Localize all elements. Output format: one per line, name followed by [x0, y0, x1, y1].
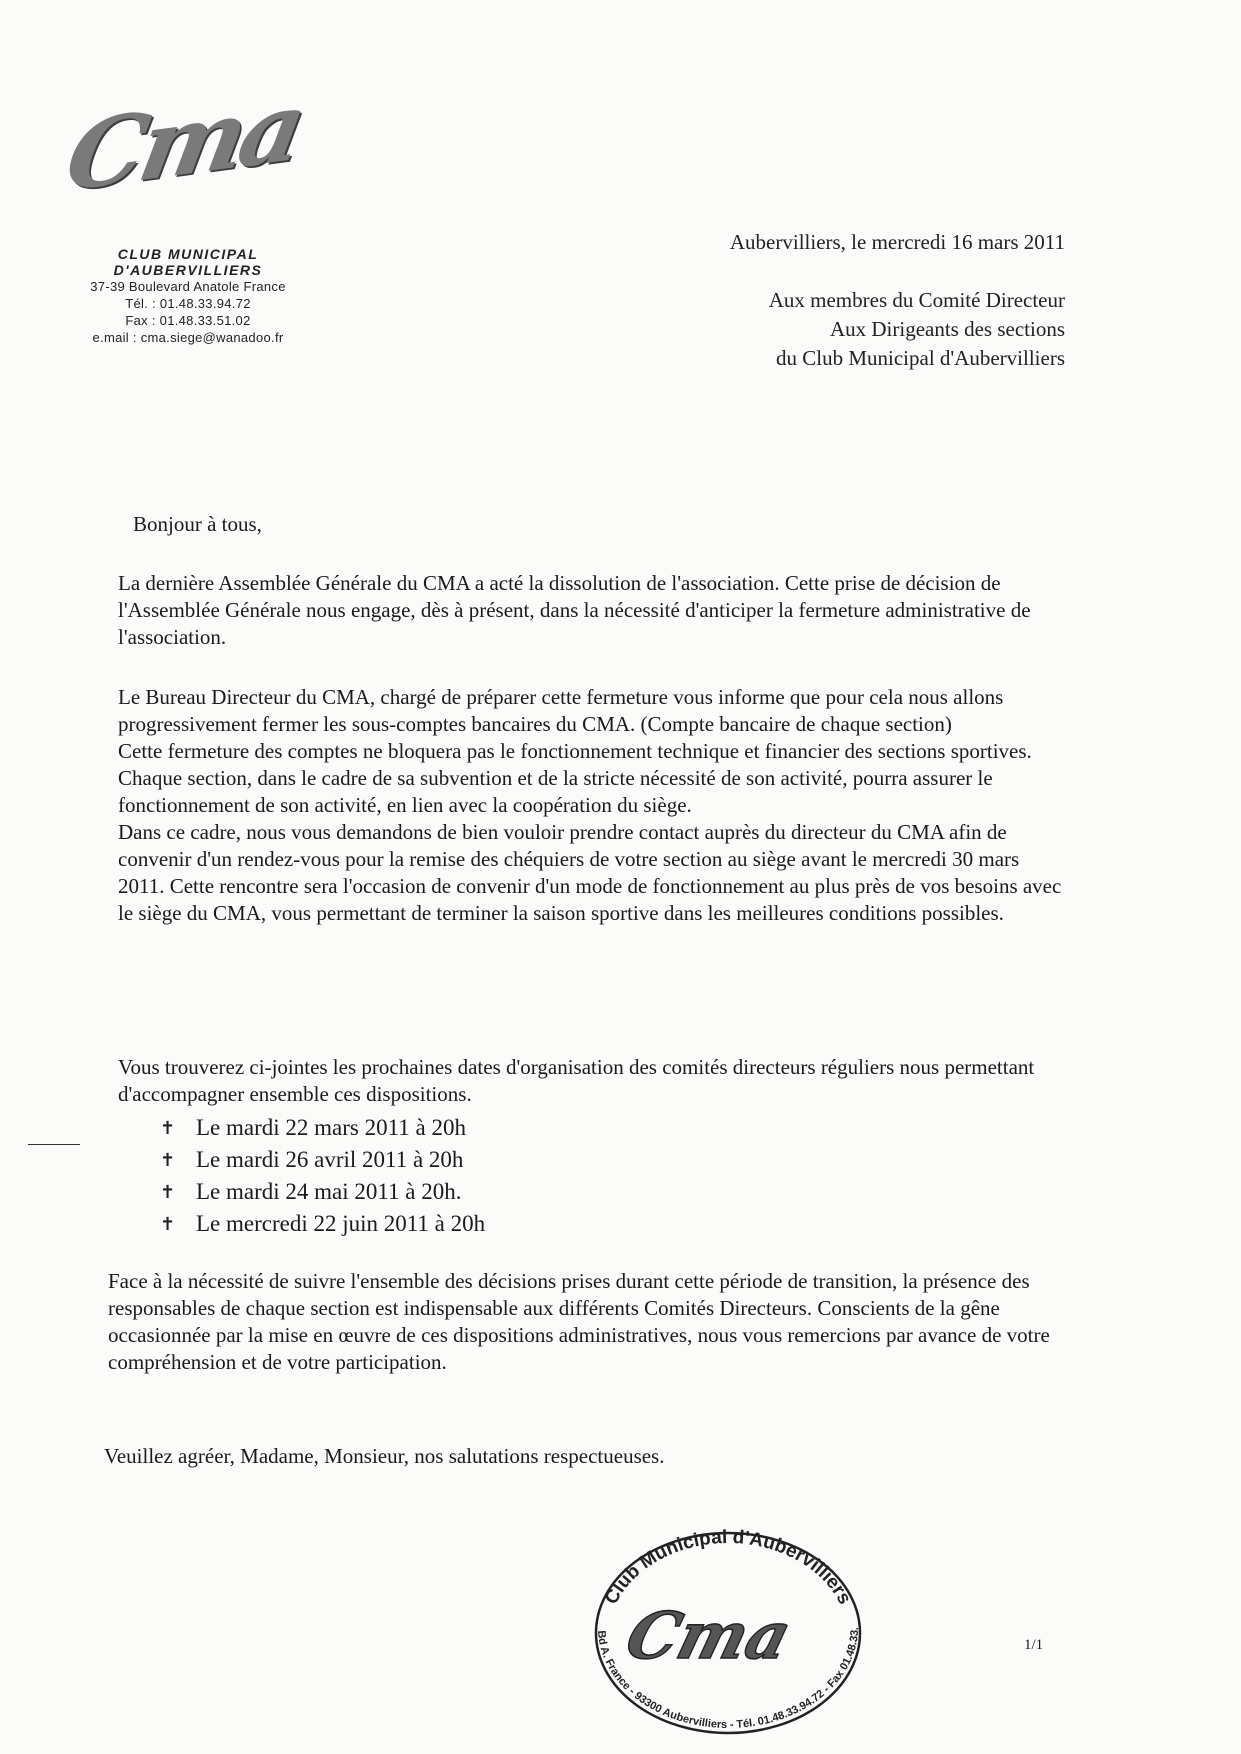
recipient-line: Aux Dirigeants des sections	[829, 317, 1065, 341]
stamp-top-text: Club Municipal d'Aubervilliers	[600, 1526, 856, 1608]
date-text: Le mardi 26 avril 2011 à 20h	[196, 1147, 464, 1172]
paragraph-text: Face à la nécessité de suivre l'ensemble des décisions prises durant cette période de transition, la présence des responsables de chaque section est indispensable aux différents Comités Directeurs. Conscients de la gêne occasionnée par la mise en œuvre de ces dispositions administratives, nous vous remercions par avance de votre compréhension et de votre participation.	[108, 1269, 1050, 1374]
pin-bullet-icon: ✝	[160, 1182, 176, 1202]
date-text: Le mercredi 22 juin 2011 à 20h	[196, 1211, 486, 1236]
stamp-graphic	[568, 1508, 888, 1738]
pin-bullet-icon: ✝	[160, 1118, 176, 1138]
recipient-line: du Club Municipal d'Aubervilliers	[776, 346, 1065, 370]
paragraph-text: Vous trouverez ci-jointes les prochaines dates d'organisation des comités directeurs réguliers nous permettant d'accompagner ensemble ces dispositions.	[118, 1055, 1035, 1106]
logo-lettering: Cma	[58, 70, 309, 214]
recipient-line: Aux membres du Comité Directeur	[768, 288, 1065, 312]
recipients-block	[769, 286, 1065, 373]
paragraph-presence	[108, 1268, 1053, 1376]
club-name: CLUB MUNICIPAL D'AUBERVILLIERS	[113, 246, 263, 278]
stamp-bottom-text: Bd A. France - 93300 Aubervilliers - Tél. 01.48.33.94.72 - Fax 01.48.33.	[594, 1627, 862, 1731]
pin-bullet-icon: ✝	[160, 1150, 176, 1170]
cma-logo	[55, 70, 335, 230]
club-address: 37-39 Boulevard Anatole France	[90, 279, 286, 294]
club-fax: Fax : 01.48.33.51.02	[125, 313, 251, 328]
club-stamp	[568, 1508, 888, 1738]
stamp-logo-lettering: Cma	[618, 1599, 799, 1674]
page-number: 1/1	[1024, 1637, 1044, 1653]
paragraph-dates-intro	[118, 1054, 1063, 1108]
pin-bullet-icon: ✝	[160, 1214, 176, 1234]
date-text: Le mardi 22 mars 2011 à 20h	[196, 1115, 466, 1140]
list-item	[160, 1112, 485, 1144]
paragraph-text: Dans ce cadre, nous vous demandons de bien vouloir prendre contact auprès du directeur du CMA afin de convenir d'un rendez-vous pour la remise des chéquiers de votre section au siège avant le mercredi 30 mars 2011. Cette rencontre sera l'occasion de convenir d'un mode de fonctionnement au plus près de vos besoins avec le siège du CMA, vous permettant de terminer la saison sportive dans les meilleures conditions possibles.	[118, 820, 1062, 925]
place-date: Aubervilliers, le mercredi 16 mars 2011	[729, 230, 1065, 254]
paragraph-text: La dernière Assemblée Générale du CMA a acté la dissolution de l'association. Cette prise de décision de l'Assemblée Générale nous engage, dès à présent, dans la nécessité d'anticiper la fermeture administrative de l'association.	[118, 571, 1031, 649]
list-item	[160, 1144, 485, 1176]
paragraph-dissolution	[118, 570, 1063, 651]
club-email: e.mail : cma.siege@wanadoo.fr	[92, 330, 284, 345]
margin-mark	[28, 1144, 80, 1145]
club-tel: Tél. : 01.48.33.94.72	[125, 296, 251, 311]
paragraph-text: Cette fermeture des comptes ne bloquera pas le fonctionnement technique et financier des sections sportives. Chaque section, dans le cadre de sa subvention et de la stricte nécessité de son activité, pourra assurer le fonctionnement de son activité, en lien avec la coopération du siège.	[118, 739, 1032, 817]
date-text: Le mardi 24 mai 2011 à 20h.	[196, 1179, 462, 1204]
closing-formula: Veuillez agréer, Madame, Monsieur, nos salutations respectueuses.	[104, 1444, 665, 1468]
meeting-dates-list	[160, 1112, 485, 1240]
paragraph-text: Le Bureau Directeur du CMA, chargé de préparer cette fermeture vous informe que pour cela nous allons progressivement fermer les sous-comptes bancaires du CMA. (Compte bancaire de chaque section)	[118, 685, 1004, 736]
list-item	[160, 1176, 485, 1208]
club-address-block	[48, 246, 328, 346]
list-item	[160, 1208, 485, 1240]
greeting: Bonjour à tous,	[133, 512, 262, 536]
paragraph-accounts	[118, 684, 1063, 927]
